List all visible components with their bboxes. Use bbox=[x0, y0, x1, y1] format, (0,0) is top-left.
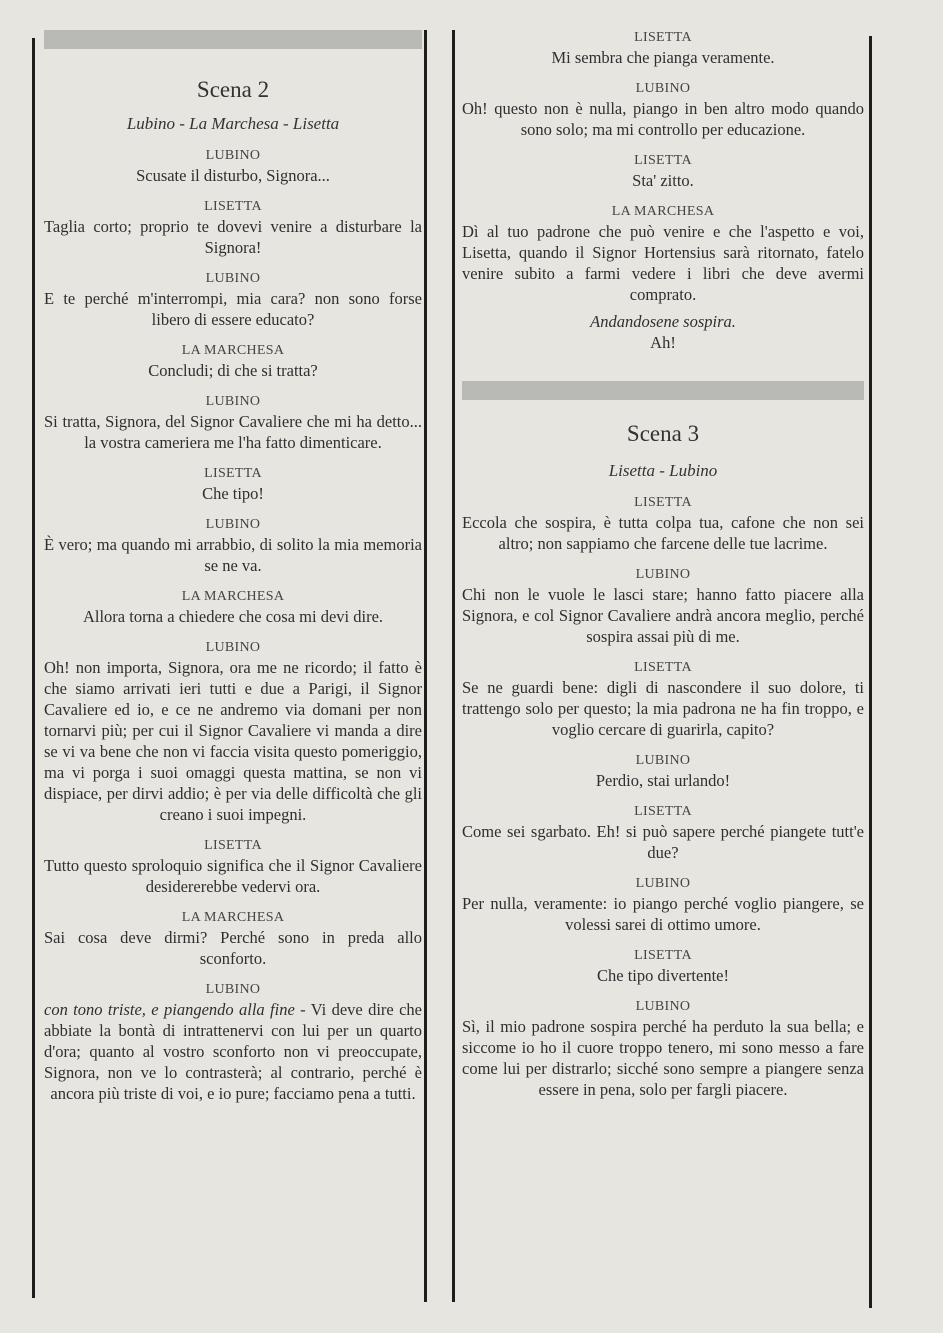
exchange bbox=[462, 494, 864, 554]
speaker-name: LISETTA bbox=[634, 948, 692, 963]
speaker-name: LUBINO bbox=[205, 148, 261, 163]
speaker-name: LISETTA bbox=[634, 153, 692, 168]
left-column-rule bbox=[32, 38, 35, 1298]
speaker-name: LISETTA bbox=[634, 495, 692, 510]
exchange bbox=[44, 516, 422, 576]
exchange bbox=[462, 752, 864, 791]
exchange bbox=[44, 393, 422, 453]
dialogue-line: Chi non le vuole le lasci stare; hanno fatto piacere alla Signora, e col Signor Cavaliere andrà ancora meglio, perché sospira assai più di me. bbox=[462, 585, 864, 646]
exchange bbox=[462, 998, 864, 1100]
left-column bbox=[44, 30, 422, 1104]
exchange bbox=[462, 875, 864, 935]
scene-title: Scena 3 bbox=[626, 421, 700, 446]
dialogue-line: Che tipo divertente! bbox=[597, 966, 729, 985]
exchange bbox=[44, 837, 422, 897]
speaker-name: LA MARCHESA bbox=[181, 589, 285, 604]
dialogue-line: Sai cosa deve dirmi? Perché sono in preda allo sconforto. bbox=[44, 928, 422, 968]
speaker-name: LISETTA bbox=[204, 466, 262, 481]
speaker-name: LUBINO bbox=[205, 982, 261, 997]
dialogue-line: Se ne guardi bene: digli di nascondere il suo dolore, ti trattengo solo per questo; la mia padrona ne ha fin troppo, e voglio cercare di guarirla, capito? bbox=[462, 678, 864, 739]
middle-column-rule bbox=[424, 30, 427, 1302]
dialogue-line: Dì al tuo padrone che può venire e che l'aspetto e voi, Lisetta, quando il Signor Hortensius sarà ritornato, fatelo venire subito a farmi vedere i libri che deve avermi comprato. bbox=[462, 222, 864, 304]
middle-column-rule-inner bbox=[452, 30, 455, 1302]
exchange bbox=[44, 342, 422, 381]
exchange bbox=[44, 588, 422, 627]
speaker-name: LISETTA bbox=[634, 804, 692, 819]
exchange bbox=[44, 147, 422, 186]
stage-direction: con tono triste, e piangendo alla fine bbox=[44, 1000, 295, 1019]
dialogue-line: Per nulla, veramente: io piango perché voglio piangere, se volessi sarei di ottimo umore. bbox=[462, 894, 864, 934]
scene-header-bar bbox=[44, 30, 422, 49]
speaker-name: LISETTA bbox=[634, 660, 692, 675]
dialogue-line: Come sei sgarbato. Eh! si può sapere perché piangete tutt'e due? bbox=[462, 822, 864, 862]
dialogue-line: È vero; ma quando mi arrabbio, di solito la mia memoria se ne va. bbox=[44, 535, 422, 575]
right-column bbox=[462, 29, 864, 1100]
exchange bbox=[462, 803, 864, 863]
dialogue-line: Eccola che sospira, è tutta colpa tua, cafone che non sei altro; non sappiamo che farcene delle tue lacrime. bbox=[462, 513, 864, 553]
exchange bbox=[44, 270, 422, 330]
scene-characters: Lisetta - Lubino bbox=[608, 461, 718, 480]
speaker-name: LUBINO bbox=[635, 999, 691, 1014]
scene-title: Scena 2 bbox=[196, 77, 270, 102]
speaker-name: LISETTA bbox=[204, 199, 262, 214]
dialogue-line: Concludi; di che si tratta? bbox=[148, 361, 318, 380]
dialogue-line: E te perché m'interrompi, mia cara? non sono forse libero di essere educato? bbox=[44, 289, 422, 329]
speaker-name: LUBINO bbox=[635, 81, 691, 96]
exchange bbox=[462, 203, 864, 305]
dialogue-line: Sta' zitto. bbox=[632, 171, 694, 190]
exchange bbox=[462, 29, 864, 68]
dialogue-line: Che tipo! bbox=[202, 484, 264, 503]
speaker-name: LISETTA bbox=[634, 30, 692, 45]
speaker-name: LUBINO bbox=[205, 271, 261, 286]
dialogue-line: Scusate il disturbo, Signora... bbox=[136, 166, 330, 185]
dialogue-line: Perdio, stai urlando! bbox=[595, 771, 731, 790]
dialogue-text: - Vi deve dire che abbiate la bontà di intrattenervi con lui per un quarto d'ora; quanto al vostro sconforto non vi preoccupate, Signora, non ve lo contrasterà; al contrario, perché è ancora più triste di voi, e io pure; facciamo pena a tutti. bbox=[44, 1000, 423, 1103]
speaker-name: LA MARCHESA bbox=[181, 343, 285, 358]
exchange bbox=[462, 659, 864, 740]
exchange bbox=[44, 639, 422, 825]
dialogue-line: Ah! bbox=[650, 333, 676, 352]
exchange bbox=[462, 566, 864, 647]
stage-direction: Andandosene sospira. bbox=[590, 312, 736, 331]
scene-characters: Lubino - La Marchesa - Lisetta bbox=[126, 114, 340, 133]
speaker-name: LUBINO bbox=[635, 567, 691, 582]
dialogue-line: Si tratta, Signora, del Signor Cavaliere che mi ha detto... la vostra cameriera me l'ha fatto dimenticare. bbox=[44, 412, 422, 452]
speaker-name: LUBINO bbox=[205, 640, 261, 655]
dialogue-line: Oh! questo non è nulla, piango in ben altro modo quando sono solo; ma mi controllo per educazione. bbox=[462, 99, 864, 139]
exchange bbox=[44, 465, 422, 504]
speaker-name: LUBINO bbox=[205, 517, 261, 532]
right-column-rule bbox=[869, 36, 872, 1308]
speaker-name: LUBINO bbox=[635, 876, 691, 891]
exchange bbox=[44, 981, 422, 1104]
speaker-name: LA MARCHESA bbox=[181, 910, 285, 925]
dialogue-line: Taglia corto; proprio te dovevi venire a disturbare la Signora! bbox=[44, 217, 422, 257]
exchange bbox=[462, 152, 864, 191]
dialogue-line bbox=[44, 999, 422, 1104]
speaker-name: LUBINO bbox=[635, 753, 691, 768]
exchange bbox=[462, 947, 864, 986]
speaker-name: LA MARCHESA bbox=[611, 204, 715, 219]
exchange bbox=[44, 198, 422, 258]
dialogue-line: Sì, il mio padrone sospira perché ha perduto la sua bella; e siccome io ho il cuore troppo tenero, mi sono messo a fare come lui per distrarlo; sicché sono sempre a piangere senza essere in pena, solo per fargli piacere. bbox=[462, 1017, 864, 1099]
dialogue-line: Allora torna a chiedere che cosa mi devi dire. bbox=[82, 607, 384, 626]
exchange bbox=[462, 80, 864, 140]
dialogue-line: Oh! non importa, Signora, ora me ne ricordo; il fatto è che siamo arrivati ieri tutti e due a Parigi, il Signor Cavaliere ed io, e ce ne andremo via domani per non tornarvi più; per cui il Signor Cavaliere vi manda a dire se vi va bene che non vi faccia visita questo pomeriggio, ma vi porga i suoi omaggi questa mattina, se non vi dispiace, per dirvi addio; è per via delle difficoltà che gli creano i suoi impegni. bbox=[44, 658, 422, 824]
speaker-name: LISETTA bbox=[204, 838, 262, 853]
scene-header-bar bbox=[462, 381, 864, 400]
dialogue-line: Tutto questo sproloquio significa che il Signor Cavaliere desidererebbe vedervi ora. bbox=[44, 856, 422, 896]
speaker-name: LUBINO bbox=[205, 394, 261, 409]
exchange bbox=[44, 909, 422, 969]
dialogue-line: Mi sembra che pianga veramente. bbox=[551, 48, 775, 67]
